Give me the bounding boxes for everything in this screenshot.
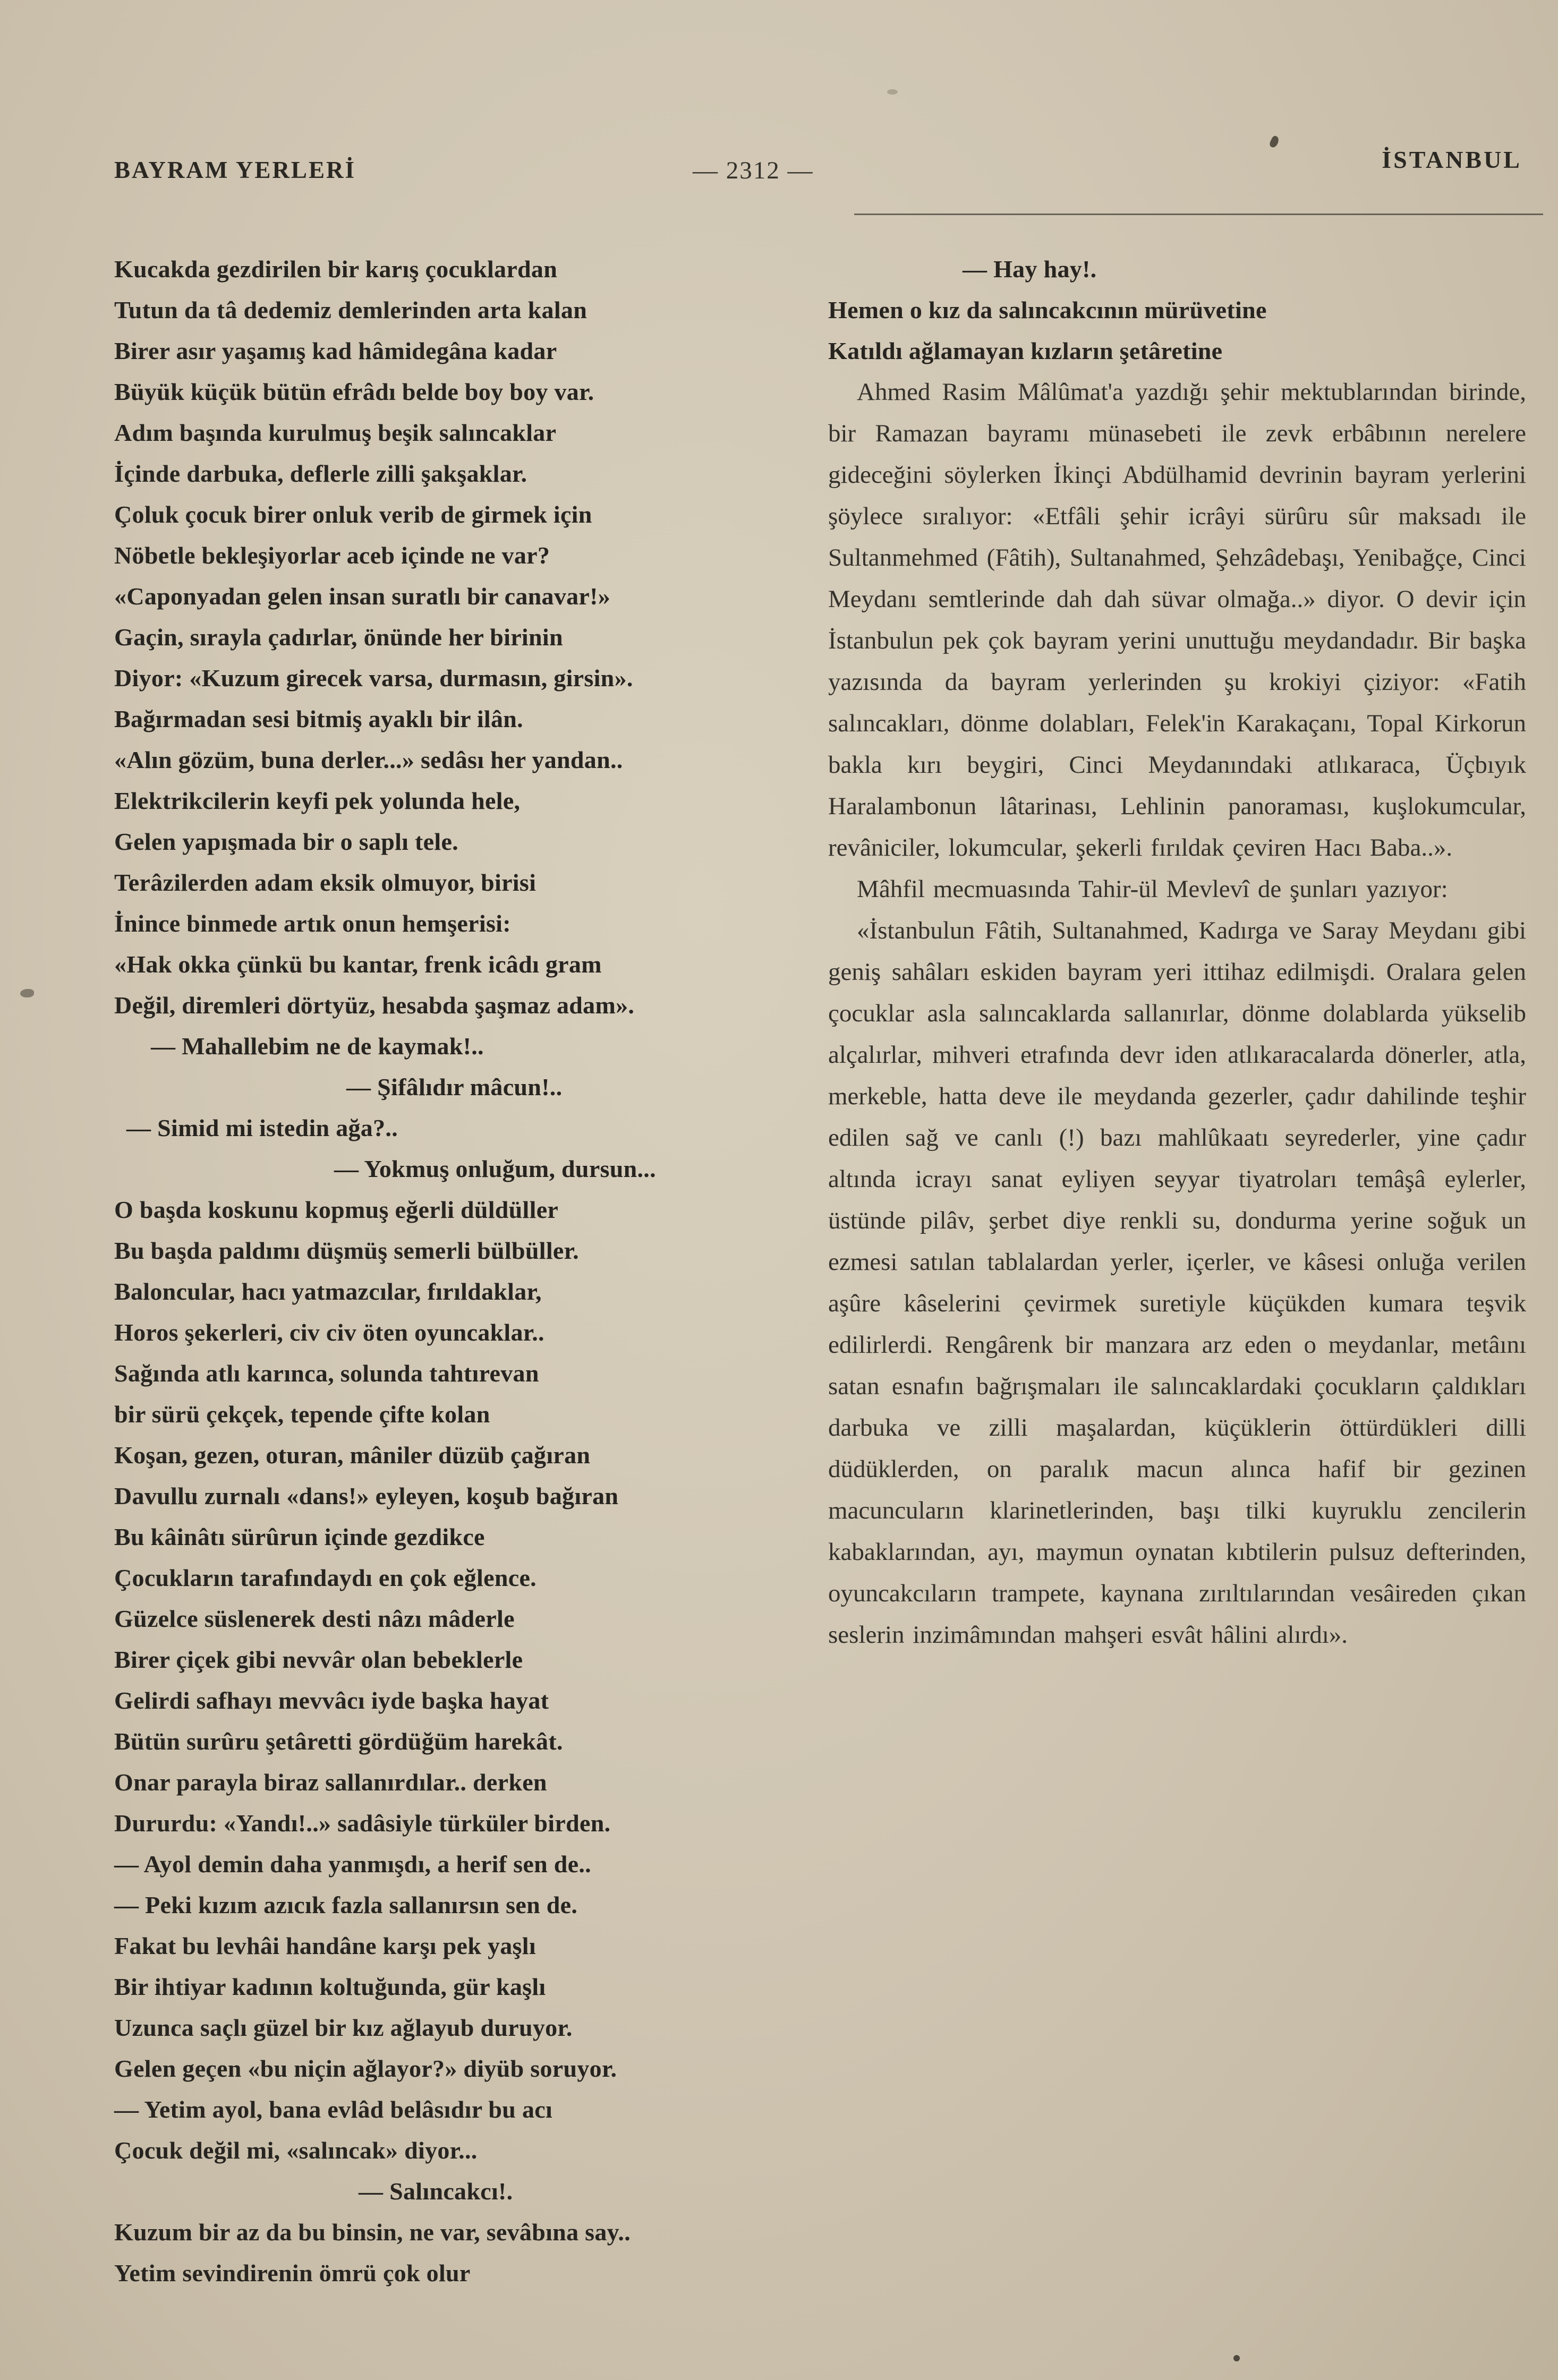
paper-speck [887, 89, 898, 95]
running-title: BAYRAM YERLERİ [114, 157, 356, 183]
poem-line: Bir ihtiyar kadının koltuğunda, gür kaşlı [114, 1973, 546, 2000]
poem-line: Davullu zurnalı «dans!» eyleyen, koşub bağıran [114, 1482, 619, 1509]
poem-line: Yetim sevindirenin ömrü çok olur [114, 2259, 471, 2287]
poem-line: — Salıncakcı!. [359, 2178, 513, 2205]
poem-line: Bu başda paldımı düşmüş semerli bülbüller. [114, 1237, 579, 1264]
prose-paragraph: Ahmed Rasim Mâlûmat'a yazdığı şehir mektublarından birinde, bir Ramazan bayramı münasebeti ile zevk erbâbının nerelere gideceğini söylerken İkinçi Abdülhamid devrinin bayram yerlerini şöylece sıralıyor: «Etfâli şehir icrâyi sürûru sûr maksadı ile Sultanmehmed (Fâtih), Sultanahmed, Şehzâdebaşı, Yenibağçe, Cinci Meydanı semtlerinde dah dah süvar olmağa..» diyor. O devir için İstanbulun pek çok bayram yerini unuttuğu meydandadır. Bir başka yazısında da bayram yerlerinden şu krokiyi çiziyor: «Fatih salıncakları, dönme dolabları, Felek'in Karakaçanı, Topal Kirkorun bakla kırı beygiri, Cinci Meydanındaki atlıkaraca, Üçbıyık Haralambonun lâtarinası, Lehlinin panoraması, kuşlokumcular, revâniciler, lokumcular, şekerli fırıldak çeviren Hacı Baba..». [828, 378, 1526, 861]
poem-line: Tutun da tâ dedemiz demlerinden arta kalan [114, 296, 588, 323]
left-column [114, 249, 785, 2348]
poem-line: — Ayol demin daha yanmışdı, a herif sen de.. [114, 1850, 591, 1878]
poem-line: — Mahallebim ne de kaymak!.. [151, 1033, 484, 1060]
poem-line: Baloncular, hacı yatmazcılar, fırıldaklar, [114, 1278, 542, 1305]
poem-line: Hemen o kız da salıncakcının mürüvetine [828, 296, 1267, 323]
poem-line: Değil, diremleri dörtyüz, hesabda şaşmaz adam». [114, 992, 635, 1019]
poem-line: Fakat bu levhâi handâne karşı pek yaşlı [114, 1932, 536, 1959]
poem-line: «Alın gözüm, buna derler...» sedâsı her yandan.. [114, 746, 623, 773]
poem-line: Kuzum bir az da bu binsin, ne var, sevâbına say.. [114, 2219, 631, 2246]
right-column-prose [828, 371, 1526, 1656]
poem-line: Birer asır yaşamış kad hâmidegâna kadar [114, 337, 557, 364]
right-column [828, 249, 1526, 2348]
poem-line: Uzunca saçlı güzel bir kız ağlayub duruyor. [114, 2014, 573, 2041]
poem-line: «Caponyadan gelen insan suratlı bir canavar!» [114, 583, 611, 610]
poem-line: — Yetim ayol, bana evlâd belâsıdır bu acı [114, 2096, 553, 2123]
page-header [114, 148, 1525, 190]
poem-line: O başda koskunu kopmuş eğerli düldüller [114, 1196, 559, 1223]
poem-line: Bu kâinâtı sürûrun içinde gezdikce [114, 1523, 485, 1550]
poem-line: — Yokmuş onluğum, dursun... [334, 1155, 656, 1182]
poem-line: Diyor: «Kuzum girecek varsa, durmasın, girsin». [114, 664, 633, 692]
poem-line: Büyük küçük bütün efrâdı belde boy boy var. [114, 378, 594, 405]
poem-line: Bağırmadan sesi bitmiş ayaklı bir ilân. [114, 705, 523, 732]
poem-line: Çocuk değil mi, «salıncak» diyor... [114, 2137, 478, 2164]
poem-line: — Şifâlıdır mâcun!.. [346, 1073, 563, 1101]
header-city-title: İSTANBUL [1382, 146, 1522, 173]
poem-line: Adım başında kurulmuş beşik salıncaklar [114, 419, 557, 446]
poem-line: Gelirdi safhayı mevvâcı iyde başka hayat [114, 1687, 549, 1714]
poem-line: Gelen geçen «bu niçin ağlayor?» diyüb soruyor. [114, 2055, 617, 2082]
poem-line: Sağında atlı karınca, solunda tahtırevan [114, 1360, 539, 1387]
text-columns [114, 249, 1526, 2348]
poem-line: İçinde darbuka, deflerle zilli şakşaklar. [114, 460, 527, 487]
poem-line: İnince binmede artık onun hemşerisi: [114, 910, 511, 937]
right-column-poem [828, 249, 1526, 371]
page-number: — 2312 — [692, 157, 814, 184]
poem-line: Gaçin, sırayla çadırlar, önünde her birinin [114, 624, 563, 651]
poem-line: Çocukların tarafındaydı en çok eğlence. [114, 1564, 537, 1591]
poem-line: Onar parayla biraz sallanırdılar.. derken [114, 1769, 547, 1796]
poem-line: Güzelce süslenerek desti nâzı mâderle [114, 1605, 515, 1632]
poem-line: Koşan, gezen, oturan, mâniler düzüb çağıran [114, 1441, 591, 1469]
paper-speck [1233, 2355, 1240, 2361]
poem-line: — Hay hay!. [963, 255, 1097, 283]
poem-line: Elektrikcilerin keyfi pek yolunda hele, [114, 787, 521, 814]
poem-line: Gelen yapışmada bir o saplı tele. [114, 828, 458, 855]
prose-paragraph: «İstanbulun Fâtih, Sultanahmed, Kadırga ve Saray Meydanı gibi geniş sahâları eskiden bayram yeri ittihaz edilmişdi. Oralara gelen çocuklar asla salıncaklarda sallanırlar, dönme dolablarda yükselib alçalırlar, mihveri etrafında devr iden atlıkaracalarda dönerler, atla, merkeble, hatta deve ile meydanda gezerler, çadır dahilinde teşhir edilen sağ ve canlı (!) bazı mahlûkaatı seyrederler, yine çadır altında icrayı sanat eyliyen seyyar tiyatroları temâşâ eylerler, üstünde pilâv, şerbet diye renkli su, dondurma yerine soğuk un ezmesi satılan tablalardan yerler, içerler, ve kâsesi onluğa verilen aşûre kâselerini çevirmek suretiyle küçükden kumara teşvik edilirlerdi. Rengârenk bir manzara arz eden o meydanlar, metâını satan esnafın bağrışmaları ile salıncaklardaki çocukların çaldıkları darbuka ve zilli maşalardan, küçüklerin öttürdükleri dilli düdüklerden, on paralık macun alınca hafif bir gezinen macuncuların klarinetlerinden, başı tilki kuyruklu zencilerin kabaklarından, ayı, maymun oynatan kıbtilerin pulsuz defterinden, oyuncakcıların trampete, kaynana zırıltılarından vesâireden çıkan seslerin inzimâmından mahşeri esvât hâlini alırdı». [828, 917, 1526, 1649]
poem-line: Terâzilerden adam eksik olmuyor, birisi [114, 869, 537, 896]
header-rule [854, 214, 1543, 215]
paper-speck [1268, 135, 1280, 149]
prose-paragraph: Mâhfil mecmuasında Tahir-ül Mevlevî de şunları yazıyor: [857, 875, 1448, 903]
poem-line: — Peki kızım azıcık fazla sallanırsın sen de. [114, 1891, 578, 1918]
poem-line: Nöbetle bekleşiyorlar aceb içinde ne var? [114, 542, 550, 569]
poem-line: Kucakda gezdirilen bir karış çocuklardan [114, 255, 558, 283]
poem-line: Çoluk çocuk birer onluk verib de girmek için [114, 501, 592, 528]
poem-line: — Simid mi istedin ağa?.. [126, 1114, 398, 1141]
poem-line: Birer çiçek gibi nevvâr olan bebeklerle [114, 1646, 523, 1673]
poem-line: Horos şekerleri, civ civ öten oyuncaklar.. [114, 1319, 544, 1346]
poem-line: bir sürü çekçek, tepende çifte kolan [114, 1401, 490, 1428]
poem-line: Bütün surûru şetâretti gördüğüm harekât. [114, 1728, 563, 1755]
poem-line: «Hak okka çünkü bu kantar, frenk icâdı gram [114, 951, 602, 978]
poem-line: Dururdu: «Yandı!..» sadâsiyle türküler birden. [114, 1810, 611, 1837]
paper-speck [20, 989, 34, 997]
poem-line: Katıldı ağlamayan kızların şetâretine [828, 337, 1223, 364]
